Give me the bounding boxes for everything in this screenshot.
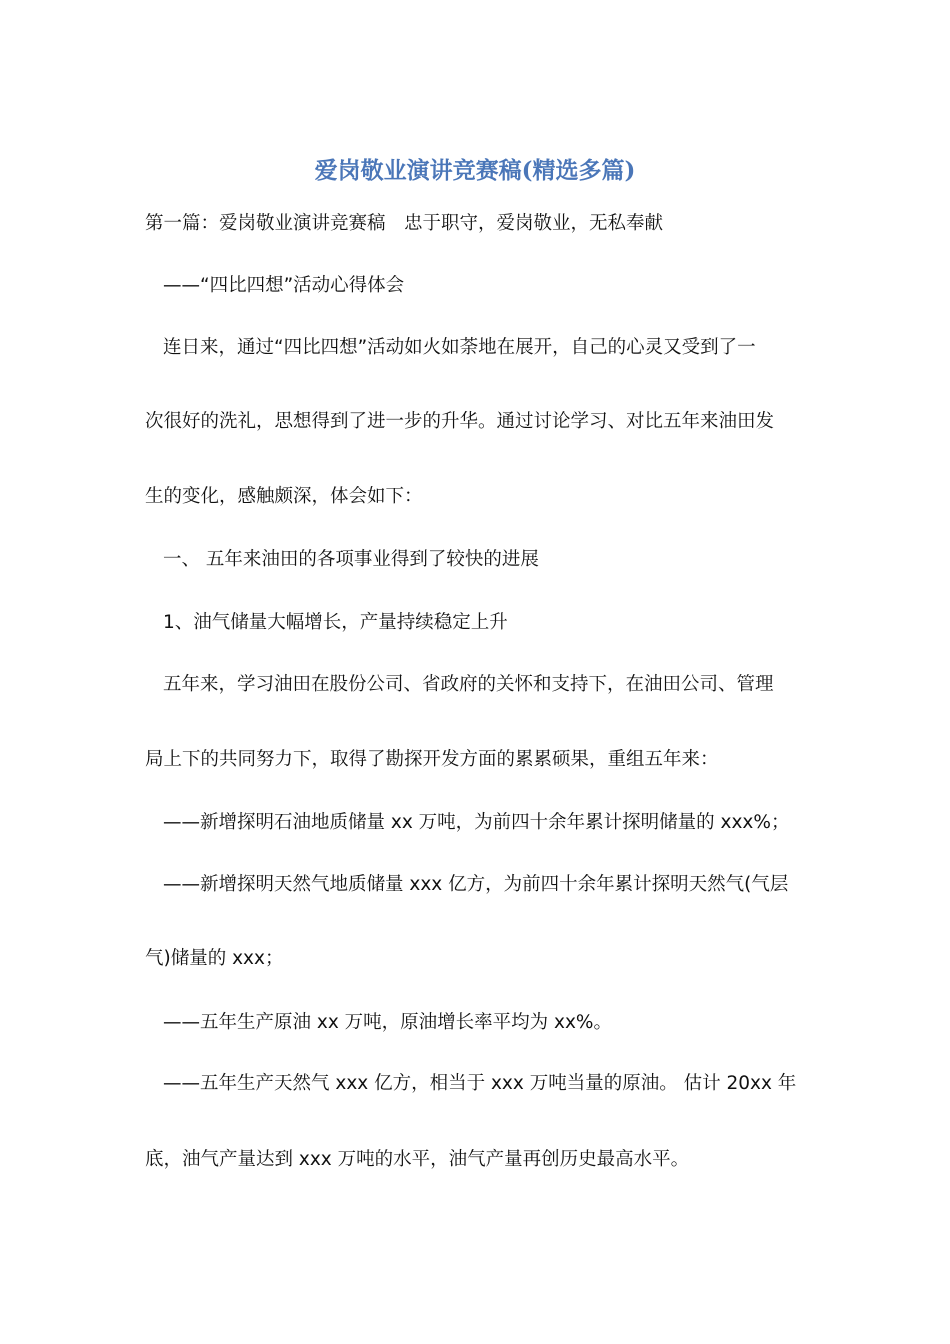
- section-heading: 一、 五年来油田的各项事业得到了较快的进展: [163, 549, 539, 570]
- paragraph-line: 连日来，通过“四比四想”活动如火如荼地在展开，自己的心灵又受到了一: [163, 337, 756, 358]
- paragraph-line: ——五年生产天然气 xxx 亿方，相当于 xxx 万吨当量的原油。 估计 20xx 年: [163, 1073, 797, 1094]
- paragraph-line: ——新增探明天然气地质储量 xxx 亿方，为前四十余年累计探明天然气(气层: [163, 874, 789, 895]
- paragraph-line: ——新增探明石油地质储量 xx 万吨，为前四十余年累计探明储量的 xxx%；: [163, 812, 790, 833]
- paragraph-line: 底，油气产量达到 xxx 万吨的水平，油气产量再创历史最高水平。: [145, 1149, 690, 1170]
- paragraph-line: 局上下的共同努力下，取得了勘探开发方面的累累硕果，重组五年来：: [145, 749, 719, 770]
- paragraph-line: ——五年生产原油 xx 万吨，原油增长率平均为 xx%。: [163, 1012, 613, 1033]
- paragraph-line: ——“四比四想”活动心得体会: [163, 275, 405, 296]
- paragraph-line: 第一篇：爱岗敬业演讲竞赛稿 忠于职守，爱岗敬业，无私奉献: [145, 213, 664, 234]
- paragraph-line: 五年来，学习油田在股份公司、省政府的关怀和支持下，在油田公司、管理: [163, 674, 774, 695]
- document-title: 爱岗敬业演讲竞赛稿(精选多篇): [314, 157, 636, 184]
- paragraph-line: 生的变化，感触颇深，体会如下：: [145, 486, 423, 507]
- paragraph-line: 次很好的洗礼，思想得到了进一步的升华。通过讨论学习、对比五年来油田发: [145, 411, 775, 432]
- subsection-heading: 1、油气储量大幅增长，产量持续稳定上升: [163, 612, 508, 633]
- paragraph-line: 气)储量的 xxx；: [145, 948, 284, 969]
